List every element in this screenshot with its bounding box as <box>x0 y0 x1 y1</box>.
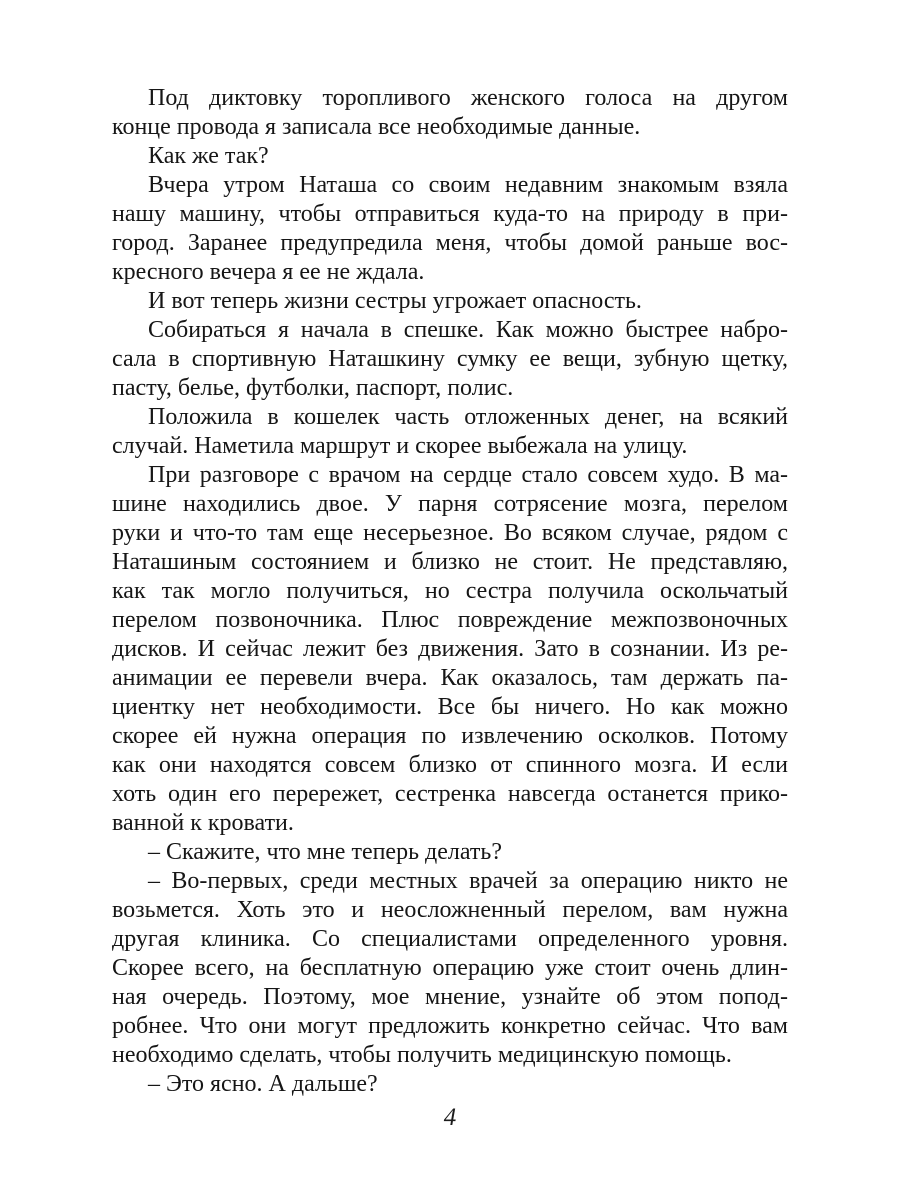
text-line: кресного вечера я ее не ждала. <box>112 259 425 285</box>
text-line: как так могло получиться, но сестра получила оскольчатый <box>112 578 788 604</box>
text-line: город. Заранее предупредила меня, чтобы домой раньше вос- <box>112 230 788 256</box>
text-line: – Во-первых, среди местных врачей за операцию никто не <box>148 868 788 894</box>
text-line: нашу машину, чтобы отправиться куда-то на природу в при- <box>112 201 788 227</box>
text-line: шине находились двое. У парня сотрясение мозга, перелом <box>112 491 788 517</box>
text-line: Как же так? <box>148 143 269 169</box>
text-line: Вчера утром Наташа со своим недавним знакомым взяла <box>148 172 788 198</box>
text-line: Положила в кошелек часть отложенных денег, на всякий <box>148 404 788 430</box>
text-line: ванной к кровати. <box>112 810 294 836</box>
text-line: – Это ясно. А дальше? <box>148 1071 378 1097</box>
text-line: конце провода я записала все необходимые данные. <box>112 114 641 140</box>
text-line: ная очередь. Поэтому, мое мнение, узнайте об этом попод- <box>112 984 788 1010</box>
text-line: хоть один его перережет, сестренка навсегда останется прико- <box>112 781 788 807</box>
text-line: Наташиным состоянием и близко не стоит. Не представляю, <box>112 549 788 575</box>
page-text <box>112 84 788 1099</box>
text-line: Собираться я начала в спешке. Как можно быстрее набро- <box>148 317 788 343</box>
text-line: перелом позвоночника. Плюс повреждение межпозвоночных <box>112 607 788 633</box>
text-line: – Скажите, что мне теперь делать? <box>148 839 502 865</box>
text-line: Скорее всего, на бесплатную операцию уже стоит очень длин- <box>112 955 788 981</box>
text-line: возьмется. Хоть это и неосложненный перелом, вам нужна <box>112 897 788 923</box>
text-line: как они находятся совсем близко от спинного мозга. И если <box>112 752 788 778</box>
text-line: циентку нет необходимости. Все бы ничего. Но как можно <box>112 694 788 720</box>
text-line: дисков. И сейчас лежит без движения. Зато в сознании. Из ре- <box>112 636 788 662</box>
text-line: руки и что-то там еще несерьезное. Во всяком случае, рядом с <box>112 520 788 546</box>
page-number: 4 <box>443 1104 457 1131</box>
text-line: И вот теперь жизни сестры угрожает опасность. <box>148 288 642 314</box>
text-line: необходимо сделать, чтобы получить медицинскую помощь. <box>112 1042 732 1068</box>
text-line: анимации ее перевели вчера. Как оказалось, там держать па- <box>112 665 788 691</box>
text-line: другая клиника. Со специалистами определенного уровня. <box>112 926 788 952</box>
text-line: сала в спортивную Наташкину сумку ее вещи, зубную щетку, <box>112 346 788 372</box>
text-line: робнее. Что они могут предложить конкретно сейчас. Что вам <box>112 1013 788 1039</box>
text-line: скорее ей нужна операция по извлечению осколков. Потому <box>112 723 788 749</box>
text-line: Под диктовку торопливого женского голоса на другом <box>148 85 788 111</box>
text-line: При разговоре с врачом на сердце стало совсем худо. В ма- <box>148 462 788 488</box>
text-line: пасту, белье, футболки, паспорт, полис. <box>112 375 514 401</box>
text-line: случай. Наметила маршрут и скорее выбежала на улицу. <box>112 433 688 459</box>
